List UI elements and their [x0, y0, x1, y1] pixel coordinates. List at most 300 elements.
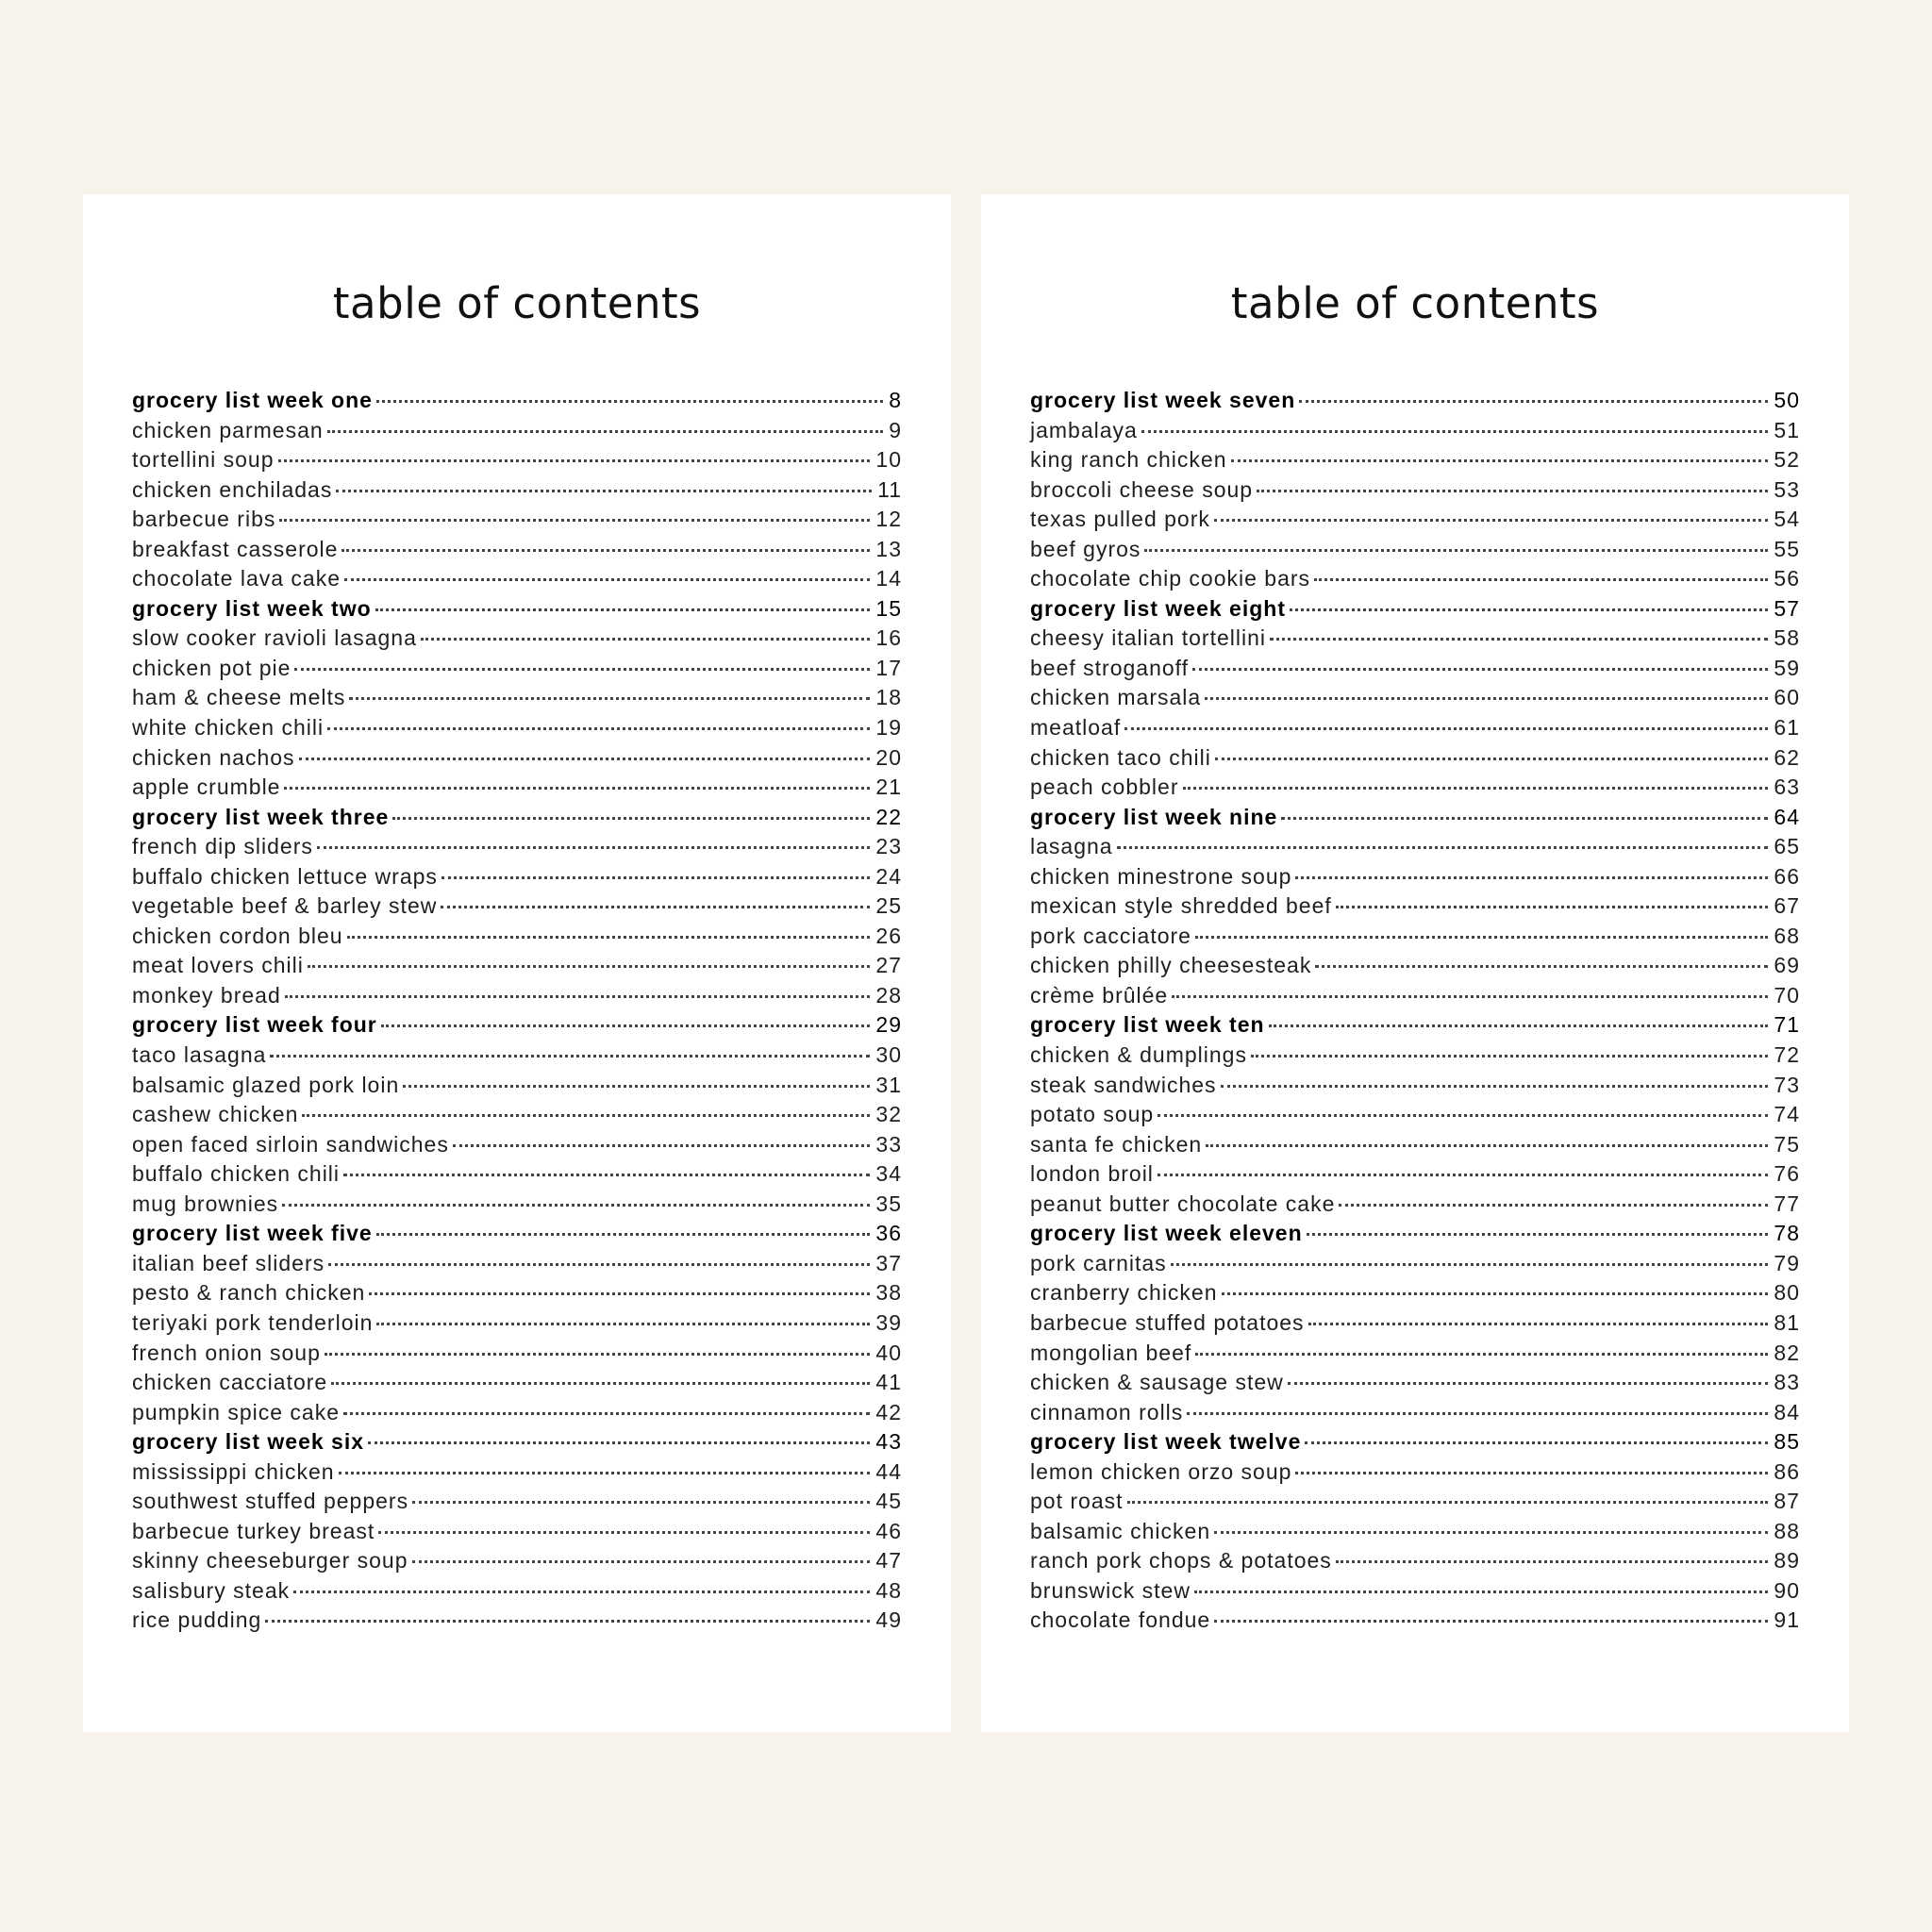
dot-leader	[378, 1531, 870, 1534]
dot-leader	[1144, 549, 1768, 552]
toc-entry-label: brunswick stew	[1030, 1577, 1191, 1603]
dot-leader	[441, 876, 870, 879]
dot-leader	[1308, 1323, 1769, 1325]
toc-page-number: 37	[875, 1250, 902, 1275]
toc-entry-label: beef stroganoff	[1030, 655, 1190, 680]
toc-page-number: 32	[875, 1102, 902, 1127]
dot-leader	[1251, 1055, 1768, 1058]
toc-page-number: 50	[1774, 388, 1800, 412]
dot-leader	[1124, 727, 1768, 730]
toc-entry[interactable]	[1030, 834, 1800, 864]
toc-entry-label: southwest stuffed peppers	[132, 1489, 409, 1514]
toc-entry-label: chicken parmesan	[132, 417, 324, 442]
dot-leader	[1214, 1531, 1768, 1534]
dot-leader	[1158, 1114, 1768, 1117]
toc-entry-label: grocery list week five	[132, 1221, 373, 1246]
toc-entry[interactable]	[132, 1310, 902, 1341]
toc-page-number: 76	[1774, 1161, 1800, 1187]
toc-entry-label: grocery list week ten	[1030, 1012, 1265, 1038]
dot-leader	[349, 697, 870, 700]
toc-page-number: 48	[875, 1577, 902, 1603]
toc-page-number: 16	[875, 625, 902, 651]
toc-entry-label: broccoli cheese soup	[1030, 476, 1254, 502]
toc-page-number: 47	[875, 1548, 902, 1574]
dot-leader	[282, 1204, 870, 1207]
toc-entry-label: chicken taco chili	[1030, 744, 1211, 770]
toc-section-heading[interactable]	[1030, 596, 1800, 626]
toc-entry[interactable]	[132, 834, 902, 864]
dot-leader	[1206, 1144, 1768, 1147]
toc-entry-label: pot roast	[1030, 1489, 1124, 1514]
toc-entry[interactable]	[132, 745, 902, 775]
toc-entry[interactable]	[1030, 418, 1800, 448]
toc-page-number: 35	[875, 1191, 902, 1216]
toc-entry[interactable]	[1030, 924, 1800, 954]
toc-page-number: 33	[875, 1131, 902, 1157]
toc-entry-label: grocery list week eight	[1030, 595, 1286, 621]
toc-entry[interactable]	[132, 685, 902, 715]
dot-leader	[339, 1472, 871, 1474]
toc-entry-label: peanut butter chocolate cake	[1030, 1191, 1336, 1216]
toc-entry-label: salisbury steak	[132, 1577, 291, 1603]
toc-page-right	[981, 194, 1849, 1732]
toc-entry[interactable]	[1030, 1042, 1800, 1073]
dot-leader	[285, 995, 871, 998]
toc-entry[interactable]	[1030, 447, 1800, 477]
toc-entry[interactable]	[132, 924, 902, 954]
toc-entry-label: chicken cacciatore	[132, 1370, 328, 1395]
dot-leader	[1187, 1412, 1768, 1415]
toc-entry-label: chocolate fondue	[1030, 1607, 1211, 1633]
toc-entry-label: barbecue turkey breast	[132, 1518, 375, 1543]
toc-page-number: 88	[1774, 1518, 1800, 1543]
toc-entry-label: skinny cheeseburger soup	[132, 1548, 408, 1574]
dot-leader	[299, 758, 871, 760]
toc-entry[interactable]	[132, 1459, 902, 1490]
toc-page-number: 43	[875, 1429, 902, 1455]
toc-entry-label: crème brûlée	[1030, 982, 1169, 1008]
toc-entry[interactable]	[1030, 537, 1800, 567]
toc-page-number: 26	[875, 923, 902, 948]
toc-list	[132, 388, 902, 1638]
toc-entry[interactable]	[1030, 1459, 1800, 1490]
toc-page-number: 11	[877, 476, 902, 502]
toc-page-number: 31	[875, 1072, 902, 1097]
toc-entry-label: grocery list week two	[132, 595, 372, 621]
dot-leader	[1215, 758, 1769, 760]
toc-page-number: 13	[875, 536, 902, 561]
toc-entry[interactable]	[132, 1132, 902, 1162]
toc-entry-label: pork carnitas	[1030, 1250, 1167, 1275]
toc-page-number: 59	[1774, 655, 1800, 680]
toc-section-heading[interactable]	[132, 1221, 902, 1251]
toc-entry[interactable]	[132, 1102, 902, 1132]
toc-entry[interactable]	[1030, 1341, 1800, 1371]
toc-entry-label: chicken pot pie	[132, 655, 291, 680]
toc-entry-label: steak sandwiches	[1030, 1072, 1217, 1097]
toc-entry[interactable]	[132, 1370, 902, 1400]
toc-page-number: 29	[875, 1012, 902, 1038]
toc-page-number: 67	[1774, 893, 1800, 919]
toc-entry-label: chocolate lava cake	[132, 566, 341, 591]
toc-entry[interactable]	[1030, 1519, 1800, 1549]
dot-leader	[1231, 459, 1769, 462]
toc-entry-label: mississippi chicken	[132, 1458, 335, 1484]
toc-entry-label: grocery list week three	[132, 804, 390, 829]
dot-leader	[1295, 1472, 1768, 1474]
toc-entry-label: lemon chicken orzo soup	[1030, 1458, 1292, 1484]
toc-entry-label: buffalo chicken lettuce wraps	[132, 863, 438, 889]
toc-entry[interactable]	[1030, 983, 1800, 1013]
toc-entry-label: grocery list week four	[132, 1012, 377, 1038]
dot-leader	[403, 1085, 870, 1088]
dot-leader	[1336, 906, 1769, 908]
toc-entry-label: king ranch chicken	[1030, 447, 1227, 473]
dot-leader	[1214, 519, 1769, 522]
toc-entry[interactable]	[132, 953, 902, 983]
dot-leader	[317, 846, 871, 849]
toc-entry-label: buffalo chicken chili	[132, 1161, 341, 1187]
toc-entry[interactable]	[132, 1251, 902, 1281]
toc-entry-label: grocery list week twelve	[1030, 1429, 1302, 1455]
toc-page-number: 45	[875, 1489, 902, 1514]
toc-entry[interactable]	[1030, 1161, 1800, 1191]
toc-entry[interactable]	[132, 1489, 902, 1519]
toc-entry-label: balsamic chicken	[1030, 1518, 1211, 1543]
dot-leader	[1281, 817, 1768, 820]
toc-entry[interactable]	[132, 1341, 902, 1371]
toc-entry-label: jambalaya	[1030, 417, 1138, 442]
toc-section-heading[interactable]	[1030, 1221, 1800, 1251]
dot-leader	[1222, 1292, 1769, 1295]
toc-entry[interactable]	[1030, 745, 1800, 775]
toc-section-heading[interactable]	[132, 1012, 902, 1042]
dot-leader	[1336, 1560, 1769, 1563]
toc-page-number: 55	[1774, 536, 1800, 561]
toc-entry-label: grocery list week six	[132, 1429, 365, 1455]
toc-page-number: 89	[1774, 1548, 1800, 1574]
toc-page-number: 65	[1774, 834, 1800, 859]
toc-page-number: 18	[875, 685, 902, 710]
toc-entry[interactable]	[132, 507, 902, 537]
toc-entry-label: ham & cheese melts	[132, 685, 346, 710]
toc-section-heading[interactable]	[132, 388, 902, 418]
toc-page-number: 23	[875, 834, 902, 859]
toc-entry[interactable]	[132, 625, 902, 656]
toc-page-number: 34	[875, 1161, 902, 1187]
toc-entry[interactable]	[1030, 1548, 1800, 1578]
toc-entry-label: cheesy italian tortellini	[1030, 625, 1267, 651]
toc-page-number: 19	[875, 715, 902, 741]
toc-page-number: 40	[875, 1340, 902, 1365]
toc-entry-label: beef gyros	[1030, 536, 1141, 561]
dot-leader	[1221, 1085, 1769, 1088]
toc-entry[interactable]	[132, 1578, 902, 1608]
toc-page-number: 57	[1774, 595, 1800, 621]
toc-page-number: 49	[875, 1607, 902, 1633]
dot-leader	[1290, 608, 1768, 611]
toc-entry-label: vegetable beef & barley stew	[132, 893, 438, 919]
toc-entry[interactable]	[1030, 1489, 1800, 1519]
dot-leader	[1171, 1263, 1769, 1266]
dot-leader	[376, 1233, 871, 1236]
toc-entry[interactable]	[132, 893, 902, 924]
dot-leader	[369, 1292, 870, 1295]
toc-entry-label: lasagna	[1030, 834, 1113, 859]
dot-leader	[344, 578, 870, 581]
toc-entry-label: open faced sirloin sandwiches	[132, 1131, 449, 1157]
toc-entry[interactable]	[132, 1191, 902, 1222]
toc-page-number: 68	[1774, 923, 1800, 948]
toc-entry[interactable]	[132, 1607, 902, 1638]
toc-page-number: 21	[875, 774, 902, 800]
toc-page-number: 64	[1774, 804, 1800, 829]
toc-entry[interactable]	[1030, 1310, 1800, 1341]
dot-leader	[347, 936, 871, 939]
dot-leader	[375, 608, 871, 611]
toc-entry[interactable]	[1030, 1370, 1800, 1400]
toc-page-number: 86	[1774, 1458, 1800, 1484]
dot-leader	[1183, 787, 1769, 790]
toc-page-number: 10	[875, 447, 902, 473]
toc-entry[interactable]	[132, 656, 902, 686]
page-title: table of contents	[1230, 278, 1600, 328]
toc-page-number: 60	[1774, 685, 1800, 710]
toc-entry-label: santa fe chicken	[1030, 1131, 1203, 1157]
toc-page-number: 70	[1774, 982, 1800, 1008]
dot-leader	[279, 519, 870, 522]
toc-entry[interactable]	[1030, 893, 1800, 924]
dot-leader	[381, 1024, 871, 1027]
toc-entry[interactable]	[132, 477, 902, 508]
dot-leader	[294, 668, 870, 671]
toc-page-number: 42	[875, 1399, 902, 1424]
toc-entry-label: chicken & dumplings	[1030, 1042, 1247, 1068]
toc-entry[interactable]	[132, 566, 902, 596]
toc-section-heading[interactable]	[1030, 388, 1800, 418]
toc-page-number: 84	[1774, 1399, 1800, 1424]
toc-entry[interactable]	[132, 774, 902, 805]
dot-leader	[1195, 936, 1768, 939]
toc-page-number: 81	[1774, 1309, 1800, 1335]
toc-entry[interactable]	[132, 1519, 902, 1549]
dot-leader	[325, 1353, 871, 1356]
toc-entry-label: grocery list week nine	[1030, 804, 1278, 829]
dot-leader	[1205, 697, 1768, 700]
toc-entry[interactable]	[1030, 656, 1800, 686]
toc-entry-label: monkey bread	[132, 982, 281, 1008]
toc-entry[interactable]	[1030, 566, 1800, 596]
toc-entry-label: mug brownies	[132, 1191, 279, 1216]
dot-leader	[1339, 1204, 1768, 1207]
dot-leader	[368, 1441, 870, 1444]
toc-entry-label: pumpkin spice cake	[132, 1399, 340, 1424]
toc-page-number: 9	[889, 417, 902, 442]
toc-entry-label: chicken marsala	[1030, 685, 1202, 710]
toc-entry-label: italian beef sliders	[132, 1250, 325, 1275]
toc-page-number: 25	[875, 893, 902, 919]
dot-leader	[265, 1620, 870, 1623]
dot-leader	[331, 1382, 870, 1385]
toc-page-number: 39	[875, 1309, 902, 1335]
dot-leader	[1141, 430, 1769, 433]
toc-page-number: 63	[1774, 774, 1800, 800]
toc-entry-label: mongolian beef	[1030, 1340, 1192, 1365]
toc-entry[interactable]	[132, 537, 902, 567]
toc-entry-label: grocery list week seven	[1030, 388, 1296, 412]
toc-entry-label: potato soup	[1030, 1102, 1155, 1127]
toc-page-number: 74	[1774, 1102, 1800, 1127]
toc-entry-label: breakfast casserole	[132, 536, 339, 561]
toc-entry[interactable]	[1030, 507, 1800, 537]
toc-page-number: 83	[1774, 1370, 1800, 1395]
toc-section-heading[interactable]	[132, 596, 902, 626]
toc-page-number: 87	[1774, 1489, 1800, 1514]
toc-page-number: 54	[1774, 507, 1800, 532]
toc-page-number: 71	[1774, 1012, 1800, 1038]
toc-page-number: 77	[1774, 1191, 1800, 1216]
dot-leader	[302, 1114, 870, 1117]
dot-leader	[1158, 1174, 1768, 1176]
toc-page-number: 73	[1774, 1072, 1800, 1097]
toc-section-heading[interactable]	[132, 805, 902, 835]
dot-leader	[1214, 1620, 1768, 1623]
dot-leader	[1270, 638, 1768, 641]
toc-entry[interactable]	[132, 1042, 902, 1073]
toc-entry-label: white chicken chili	[132, 715, 325, 741]
toc-entry-label: french onion soup	[132, 1340, 321, 1365]
toc-entry-label: pesto & ranch chicken	[132, 1280, 366, 1306]
toc-page-number: 56	[1774, 566, 1800, 591]
toc-entry-label: london broil	[1030, 1161, 1154, 1187]
dot-leader	[341, 549, 870, 552]
toc-entry-label: chocolate chip cookie bars	[1030, 566, 1311, 591]
toc-page-number: 15	[875, 595, 902, 621]
dot-leader	[376, 400, 883, 403]
toc-page-number: 75	[1774, 1131, 1800, 1157]
toc-entry[interactable]	[1030, 1607, 1800, 1638]
dot-leader	[343, 1412, 870, 1415]
toc-entry-label: grocery list week eleven	[1030, 1221, 1303, 1246]
toc-entry-label: barbecue ribs	[132, 507, 276, 532]
toc-entry[interactable]	[132, 418, 902, 448]
toc-entry[interactable]	[1030, 625, 1800, 656]
toc-page-number: 80	[1774, 1280, 1800, 1306]
toc-entry[interactable]	[1030, 864, 1800, 894]
toc-entry[interactable]	[132, 864, 902, 894]
dot-leader	[1288, 1382, 1769, 1385]
toc-page-left	[83, 194, 951, 1732]
toc-entry[interactable]	[1030, 1578, 1800, 1608]
dot-leader	[392, 817, 870, 820]
toc-page-number: 14	[875, 566, 902, 591]
toc-entry[interactable]	[1030, 1251, 1800, 1281]
toc-page-number: 90	[1774, 1577, 1800, 1603]
dot-leader	[421, 638, 871, 641]
toc-section-heading[interactable]	[1030, 1429, 1800, 1459]
toc-entry[interactable]	[1030, 715, 1800, 745]
dot-leader	[1315, 965, 1768, 968]
dot-leader	[412, 1501, 870, 1504]
toc-page-number: 72	[1774, 1042, 1800, 1068]
dot-leader	[1192, 668, 1768, 671]
toc-entry[interactable]	[1030, 1073, 1800, 1103]
toc-page-number: 69	[1774, 953, 1800, 978]
toc-entry[interactable]	[132, 715, 902, 745]
toc-entry[interactable]	[1030, 1191, 1800, 1222]
toc-entry[interactable]	[1030, 1280, 1800, 1310]
dot-leader	[336, 490, 872, 492]
toc-entry-label: meatloaf	[1030, 715, 1122, 741]
toc-page-number: 82	[1774, 1340, 1800, 1365]
dot-leader	[1307, 1233, 1769, 1236]
toc-entry-label: slow cooker ravioli lasagna	[132, 625, 417, 651]
dot-leader	[1257, 490, 1768, 492]
toc-entry[interactable]	[132, 1548, 902, 1578]
toc-entry-label: cranberry chicken	[1030, 1280, 1218, 1306]
toc-page-number: 30	[875, 1042, 902, 1068]
toc-page-number: 41	[875, 1370, 902, 1395]
toc-entry[interactable]	[132, 447, 902, 477]
toc-entry[interactable]	[1030, 953, 1800, 983]
toc-entry[interactable]	[132, 1073, 902, 1103]
toc-page-number: 8	[889, 388, 902, 412]
dot-leader	[343, 1174, 870, 1176]
dot-leader	[1269, 1024, 1769, 1027]
toc-entry[interactable]	[132, 983, 902, 1013]
toc-entry-label: cashew chicken	[132, 1102, 299, 1127]
dot-leader	[308, 965, 871, 968]
toc-entry-label: chicken nachos	[132, 744, 295, 770]
dot-leader	[412, 1560, 871, 1563]
toc-entry[interactable]	[132, 1400, 902, 1430]
toc-entry-label: apple crumble	[132, 774, 281, 800]
toc-entry-label: peach cobbler	[1030, 774, 1179, 800]
toc-entry-label: meat lovers chili	[132, 953, 304, 978]
dot-leader	[1305, 1441, 1768, 1444]
toc-section-heading[interactable]	[1030, 1012, 1800, 1042]
toc-section-heading[interactable]	[132, 1429, 902, 1459]
toc-entry-label: rice pudding	[132, 1607, 262, 1633]
dot-leader	[278, 459, 871, 462]
dot-leader	[1314, 578, 1768, 581]
toc-entry[interactable]	[1030, 477, 1800, 508]
toc-list	[1030, 388, 1800, 1638]
toc-page-number: 28	[875, 982, 902, 1008]
toc-entry-label: barbecue stuffed potatoes	[1030, 1309, 1305, 1335]
toc-entry-label: tortellini soup	[132, 447, 275, 473]
toc-page-number: 38	[875, 1280, 902, 1306]
toc-entry[interactable]	[1030, 1102, 1800, 1132]
toc-entry[interactable]	[132, 1280, 902, 1310]
toc-entry-label: cinnamon rolls	[1030, 1399, 1184, 1424]
toc-entry-label: french dip sliders	[132, 834, 313, 859]
dot-leader	[441, 906, 870, 908]
toc-entry[interactable]	[1030, 1400, 1800, 1430]
toc-page-number: 58	[1774, 625, 1800, 651]
toc-page-number: 62	[1774, 744, 1800, 770]
toc-entry[interactable]	[132, 1161, 902, 1191]
toc-entry[interactable]	[1030, 774, 1800, 805]
toc-page-number: 66	[1774, 863, 1800, 889]
toc-entry-label: mexican style shredded beef	[1030, 893, 1332, 919]
toc-section-heading[interactable]	[1030, 805, 1800, 835]
page-title: table of contents	[332, 278, 702, 328]
dot-leader	[327, 727, 870, 730]
dot-leader	[1117, 846, 1769, 849]
toc-entry[interactable]	[1030, 1132, 1800, 1162]
toc-entry[interactable]	[1030, 685, 1800, 715]
